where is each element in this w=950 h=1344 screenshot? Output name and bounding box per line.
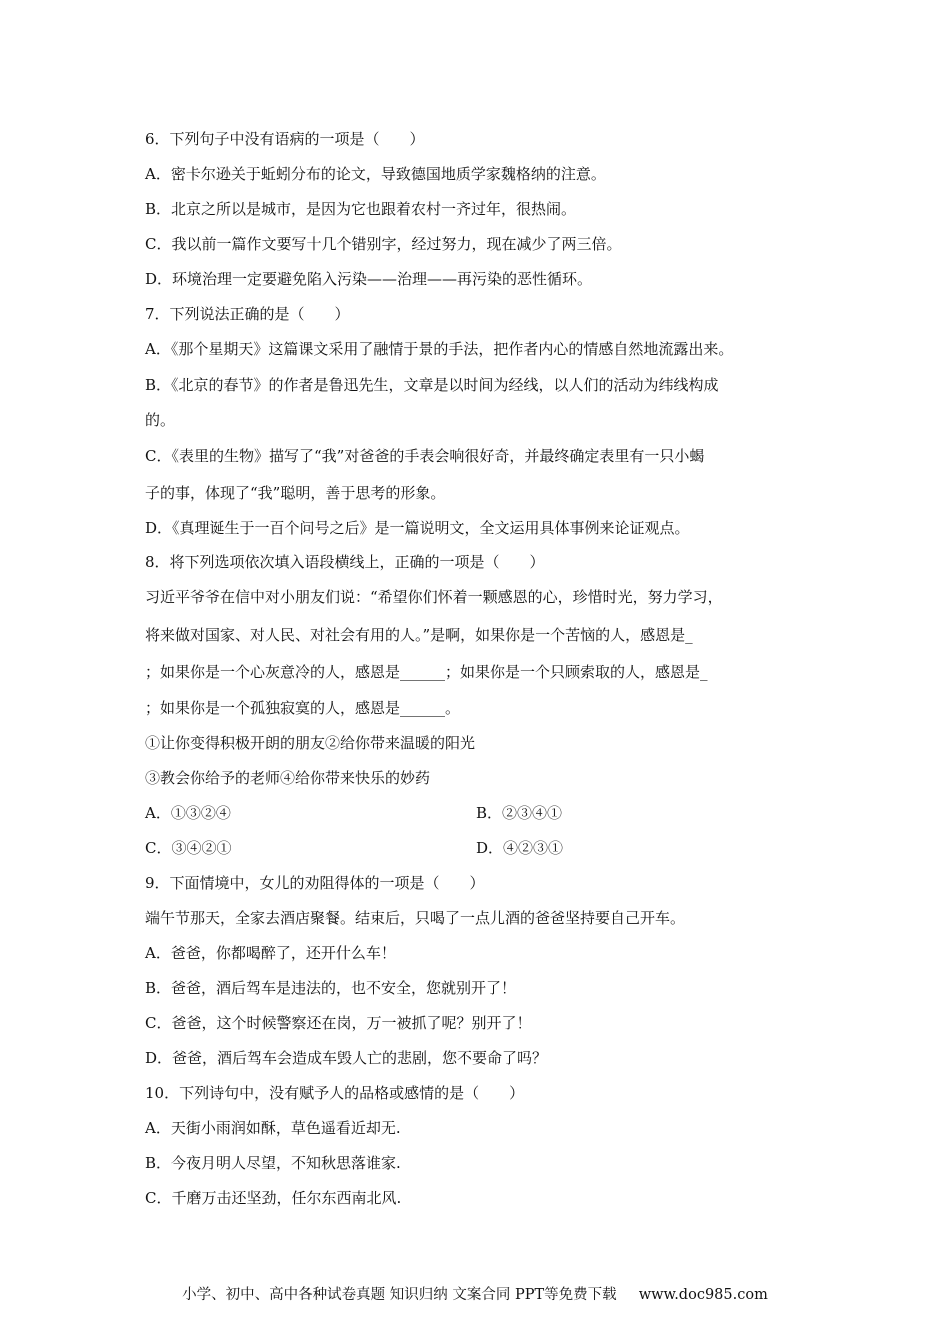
question-10-option-a: A．天街小雨润如酥，草色遥看近却无. (145, 1119, 401, 1137)
question-8-stem: 8．将下列选项依次填入语段横线上，正确的一项是（ ） (145, 553, 545, 571)
question-8-option-c: C．③④②① (145, 839, 232, 857)
question-6-option-d: D．环境治理一定要避免陷入污染——治理——再污染的恶性循环。 (145, 270, 593, 288)
question-8-passage-line4: ；如果你是一个孤独寂寞的人，感恩是______。 (145, 699, 461, 717)
question-8-passage-line3: ；如果你是一个心灰意冷的人，感恩是______；如果你是一个只顾索取的人，感恩是_ (145, 663, 708, 681)
question-8-option-b: B．②③④① (476, 804, 563, 822)
question-9-option-b: B．爸爸，酒后驾车是违法的，也不安全，您就别开了！ (145, 979, 517, 997)
question-7-option-c-line2: 子的事，体现了“我”聪明，善于思考的形象。 (145, 484, 446, 502)
question-6-option-a: A．密卡尔逊关于蚯蚓分布的论文，导致德国地质学家魏格纳的注意。 (145, 165, 606, 183)
question-9-option-c: C．爸爸，这个时候警察还在岗，万一被抓了呢？别开了！ (145, 1014, 532, 1032)
question-7-stem: 7．下列说法正确的是（ ） (145, 305, 350, 323)
question-7-option-d: D．《真理诞生于一百个问号之后》是一篇说明文，全文运用具体事例来论证观点。 (145, 519, 690, 537)
question-8-choices-line1: ①让你变得积极开朗的朋友②给你带来温暖的阳光 (145, 734, 476, 752)
question-10-option-c: C．千磨万击还坚劲，任尔东西南北风. (145, 1189, 402, 1207)
question-8-choices-line2: ③教会你给予的老师④给你带来快乐的妙药 (145, 769, 431, 787)
question-8-passage-line2: 将来做对国家、对人民、对社会有用的人。”是啊，如果你是一个苦恼的人，感恩是_ (145, 626, 693, 644)
question-8-option-d: D．④②③① (476, 839, 564, 857)
question-9-stem: 9．下面情境中，女儿的劝阻得体的一项是（ ） (145, 874, 485, 892)
question-10-option-b: B．今夜月明人尽望，不知秋思落谁家. (145, 1154, 401, 1172)
question-8-option-a: A．①③②④ (145, 804, 231, 822)
question-9-context: 端午节那天，全家去酒店聚餐。结束后，只喝了一点儿酒的爸爸坚持要自己开车。 (145, 909, 686, 927)
question-7-option-a: A．《那个星期天》这篇课文采用了融情于景的手法，把作者内心的情感自然地流露出来。 (145, 340, 734, 358)
question-6-option-b: B．北京之所以是城市，是因为它也跟着农村一齐过年，很热闹。 (145, 200, 577, 218)
question-7-option-b-line2: 的。 (145, 411, 176, 429)
question-8-passage-line1: 习近平爷爷在信中对小朋友们说：“希望你们怀着一颗感恩的心，珍惜时光，努力学习， (145, 588, 723, 606)
question-9-option-d: D．爸爸，酒后驾车会造成车毁人亡的悲剧，您不要命了吗？ (145, 1049, 548, 1067)
question-10-stem: 10．下列诗句中，没有赋予人的品格或感情的是（ ） (145, 1084, 525, 1102)
question-6-stem: 6．下列句子中没有语病的一项是（ ） (145, 130, 425, 148)
page-footer (0, 1285, 950, 1305)
question-6-option-c: C．我以前一篇作文要写十几个错别字，经过努力，现在减少了两三倍。 (145, 235, 622, 253)
question-7-option-b-line1: B．《北京的春节》的作者是鲁迅先生，文章是以时间为经线，以人们的活动为纬线构成 (145, 376, 719, 394)
footer-text: 小学、初中、高中各种试卷真题 知识归纳 文案合同 PPT等免费下载 (182, 1287, 617, 1303)
question-7-option-c-line1: C．《表里的生物》描写了“我”对爸爸的手表会响很好奇，并最终确定表里有一只小蝎 (145, 447, 705, 465)
footer-url-link[interactable]: www.doc985.com (638, 1287, 768, 1303)
question-9-option-a: A．爸爸，你都喝醉了，还开什么车！ (145, 944, 396, 962)
